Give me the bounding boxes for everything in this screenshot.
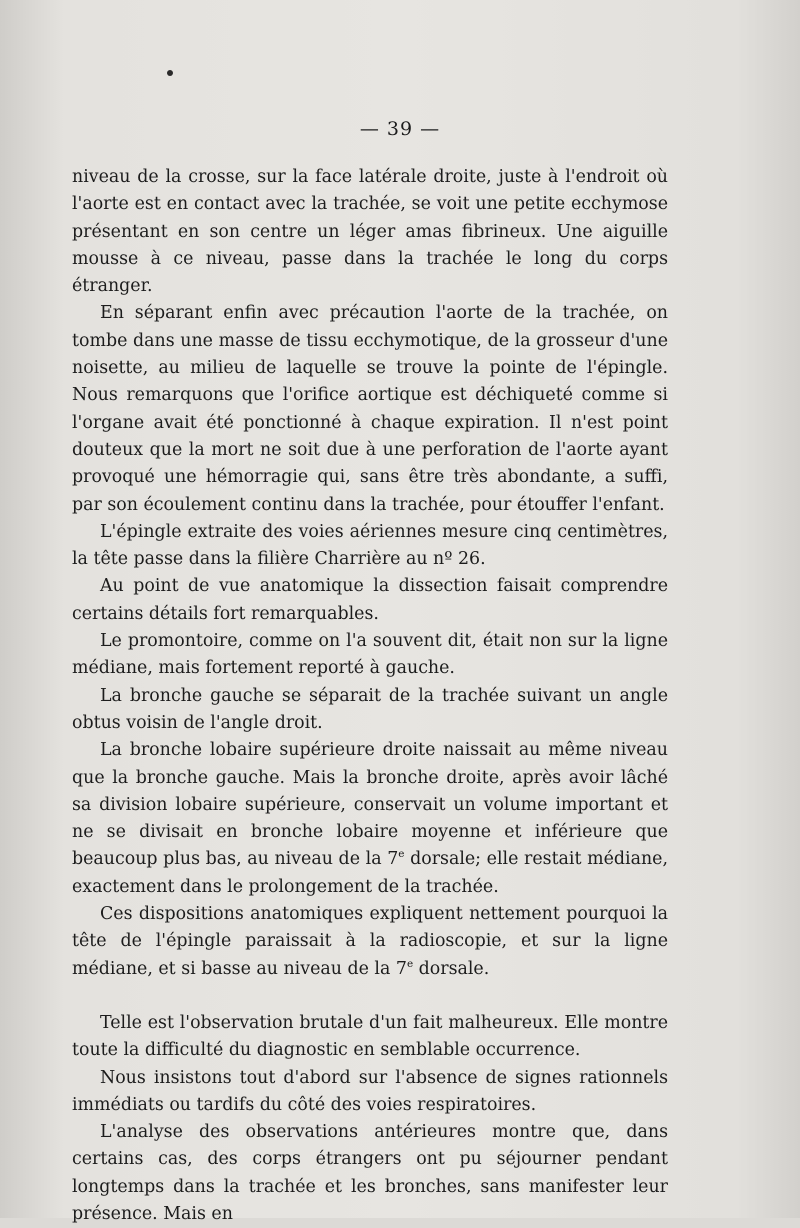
- paragraph: Le promontoire, comme on l'a souvent dit, était non sur la ligne médiane, mais fortement reporté à gauche.: [72, 631, 668, 679]
- ink-speck: [167, 70, 173, 76]
- paragraph: Au point de vue anatomique la dissection faisait comprendre certains détails fort remarquables.: [72, 576, 668, 624]
- body-text: [72, 164, 668, 1228]
- paragraph: En séparant enfin avec précaution l'aorte de la trachée, on tombe dans une masse de tissu ecchymotique, de la grosseur d'une noisette, au milieu de laquelle se trouve la pointe de l'épingle. Nous remarquons que l'orifice aortique est déchiqueté comme si l'organe avait été ponctionné à chaque expiration. Il n'est point douteux que la mort ne soit due à une perforation de l'aorte ayant provoqué une hémorragie qui, sans être très abondante, a suffi, par son écoulement continu dans la trachée, pour étouffer l'enfant.: [72, 303, 668, 515]
- paragraph: Nous insistons tout d'abord sur l'absence de signes rationnels immédiats ou tardifs du côté des voies respiratoires.: [72, 1067, 668, 1115]
- paragraph: Telle est l'observation brutale d'un fait malheureux. Elle montre toute la difficulté du diagnostic en semblable occurrence.: [72, 1012, 668, 1061]
- page-number: — 39 —: [359, 118, 441, 140]
- paragraph: La bronche lobaire supérieure droite naissait au même niveau que la bronche gauche. Mais la bronche droite, après avoir lâché sa division lobaire supérieure, conservait un volume important et ne se divisait en bronche lobaire moyenne et inférieure que beaucoup plus bas, au niveau de la 7e dorsale; elle restait médiane, exactement dans le prolongement de la trachée.: [72, 740, 668, 897]
- paragraph: L'analyse des observations antérieures montre que, dans certains cas, des corps étrangers ont pu séjourner pendant longtemps dans la trachée et les bronches, sans manifester leur présence. Mais en: [72, 1122, 668, 1224]
- paragraph: Ces dispositions anatomiques expliquent nettement pourquoi la tête de l'épingle paraissait à la radioscopie, et sur la ligne médiane, et si basse au niveau de la 7e dorsale.: [72, 904, 668, 979]
- paragraph: L'épingle extraite des voies aériennes mesure cinq centimètres, la tête passe dans la filière Charrière au nº 26.: [72, 521, 668, 570]
- paragraph: niveau de la crosse, sur la face latérale droite, juste à l'endroit où l'aorte est en contact avec la trachée, se voit une petite ecchymose présentant en son centre un léger amas fibrineux. Une aiguille mousse à ce niveau, passe dans la trachée le long du corps étranger.: [72, 167, 668, 297]
- paragraph: La bronche gauche se séparait de la trachée suivant un angle obtus voisin de l'angle droit.: [72, 685, 668, 733]
